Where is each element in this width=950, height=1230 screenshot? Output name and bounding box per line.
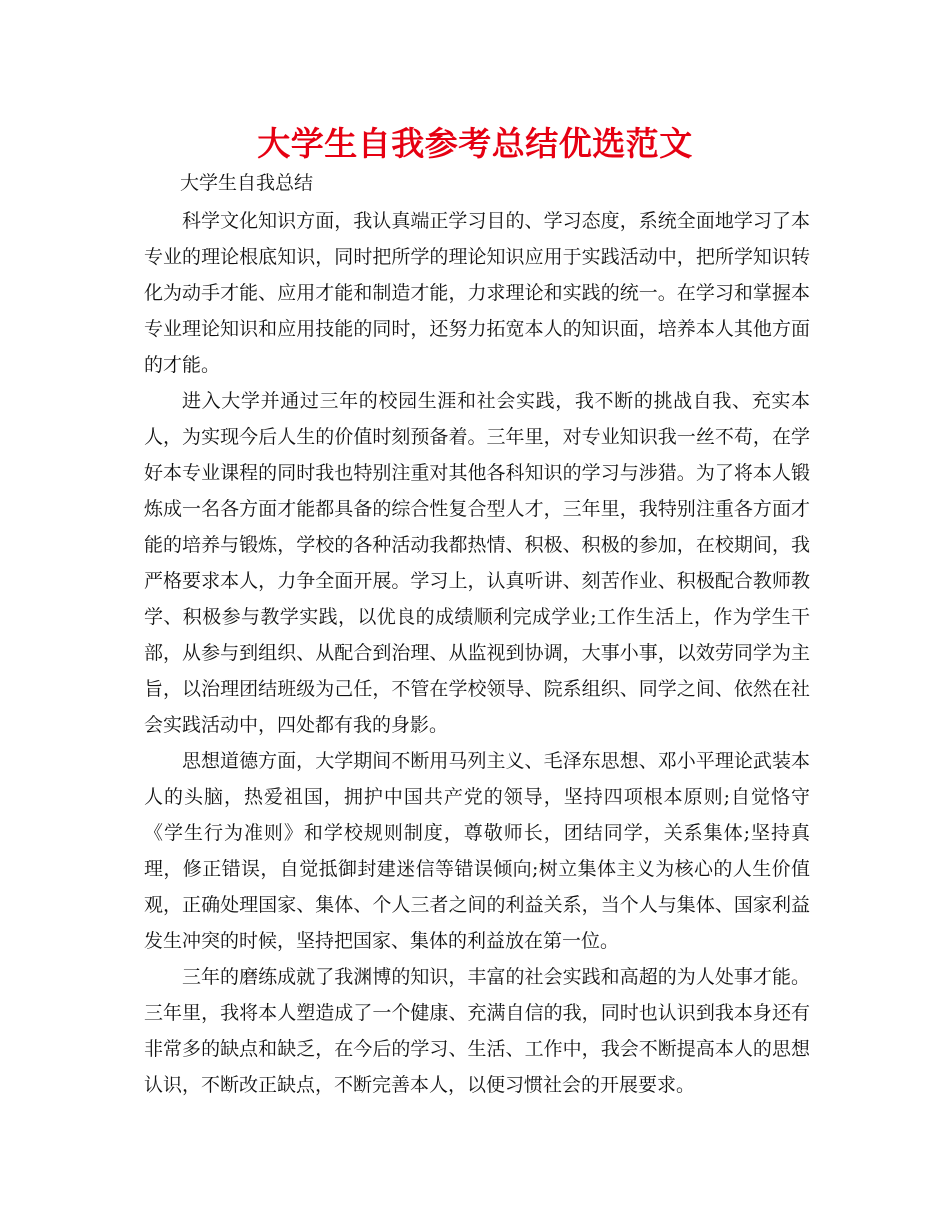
paragraph-morality: 思想道德方面，大学期间不断用马列主义、毛泽东思想、邓小平理论武装本人的头脑，热爱祖国，拥护中国共产党的领导，坚持四项根本原则;自觉恪守《学生行为准则》和学校规则制度，尊敬师长，团结同学，关系集体;坚持真理，修正错误，自觉抵御封建迷信等错误倾向;树立集体主义为核心的人生价值观，正确处理国家、集体、个人三者之间的利益关系，当个人与集体、国家利益发生冲突的时候，坚持把国家、集体的利益放在第一位。 [144, 750, 810, 952]
paragraph-knowledge: 科学文化知识方面，我认真端正学习目的、学习态度，系统全面地学习了本专业的理论根底知识，同时把所学的理论知识应用于实践活动中，把所学知识转化为动手才能、应用才能和制造才能，力求理论和实践的统一。在学习和掌握本专业理论知识和应用技能的同时，还努力拓宽本人的知识面，培养本人其他方面的才能。 [144, 210, 810, 376]
document-body [144, 203, 810, 1103]
document-title: 大学生自我参考总结优选范文 [257, 124, 693, 163]
document-subtitle: 大学生自我总结 [180, 172, 314, 194]
paragraph-campus-life: 进入大学并通过三年的校园生涯和社会实践，我不断的挑战自我、充实本人，为实现今后人生的价值时刻预备着。三年里，对专业知识我一丝不苟，在学好本专业课程的同时我也特别注重对其他各科知识的学习与涉猎。为了将本人锻炼成一名各方面才能都具备的综合性复合型人才，三年里，我特别注重各方面才能的培养与锻炼，学校的各种活动我都热情、积极、积极的参加，在校期间，我严格要求本人，力争全面开展。学习上，认真听讲、刻苦作业、积极配合教师教学、积极参与教学实践，以优良的成绩顺利完成学业;工作生活上，作为学生干部，从参与到组织、从配合到治理、从监视到协调，大事小事，以效劳同学为主旨，以治理团结班级为己任，不管在学校领导、院系组织、同学之间、依然在社会实践活动中，四处都有我的身影。 [144, 390, 810, 736]
paragraph-conclusion: 三年的磨练成就了我渊博的知识，丰富的社会实践和高超的为人处事才能。三年里，我将本人塑造成了一个健康、充满自信的我，同时也认识到我本身还有非常多的缺点和缺乏，在今后的学习、生活、工作中，我会不断提高本人的思想认识，不断改正缺点，不断完善本人，以便习惯社会的开展要求。 [144, 966, 810, 1096]
